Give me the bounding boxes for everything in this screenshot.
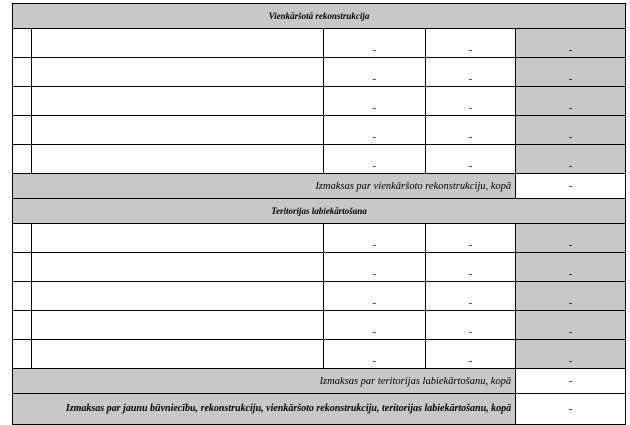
- table-row: [13, 58, 626, 87]
- total-cell: -: [516, 87, 626, 116]
- quantity-cell[interactable]: -: [323, 282, 425, 311]
- description-cell[interactable]: [32, 29, 324, 58]
- grand-total-label: Izmaksas par jaunu būvniecību, rekonstrukciju, vienkāršoto rekonstrukciju, teritorijas labiekārtošanu, kopā: [13, 394, 516, 425]
- unit-price-cell[interactable]: -: [425, 282, 516, 311]
- unit-price-cell[interactable]: -: [425, 58, 516, 87]
- quantity-cell[interactable]: -: [323, 116, 425, 145]
- grand-total-row: [13, 394, 626, 425]
- row-number-cell[interactable]: [13, 58, 32, 87]
- quantity-cell[interactable]: -: [323, 340, 425, 369]
- description-cell[interactable]: [32, 145, 324, 174]
- total-cell: -: [516, 116, 626, 145]
- description-cell[interactable]: [32, 116, 324, 145]
- subtotal-value: -: [516, 369, 626, 394]
- section-header-row: [13, 199, 626, 224]
- section-title: Teritorijas labiekārtošana: [13, 199, 626, 224]
- total-cell: -: [516, 145, 626, 174]
- unit-price-cell[interactable]: -: [425, 87, 516, 116]
- quantity-cell[interactable]: -: [323, 253, 425, 282]
- unit-price-cell[interactable]: -: [425, 253, 516, 282]
- total-cell: -: [516, 311, 626, 340]
- table-row: [13, 253, 626, 282]
- description-cell[interactable]: [32, 224, 324, 253]
- unit-price-cell[interactable]: -: [425, 311, 516, 340]
- quantity-cell[interactable]: -: [323, 58, 425, 87]
- section-header-row: [13, 4, 626, 29]
- table-row: [13, 224, 626, 253]
- row-number-cell[interactable]: [13, 224, 32, 253]
- total-cell: -: [516, 340, 626, 369]
- unit-price-cell[interactable]: -: [425, 224, 516, 253]
- description-cell[interactable]: [32, 311, 324, 340]
- unit-price-cell[interactable]: -: [425, 145, 516, 174]
- subtotal-label: Izmaksas par vienkāršoto rekonstrukciju, kopā: [13, 174, 516, 199]
- cost-table-sheet: [12, 3, 626, 425]
- description-cell[interactable]: [32, 340, 324, 369]
- row-number-cell[interactable]: [13, 116, 32, 145]
- section-title: Vienkāršotā rekonstrukcija: [13, 4, 626, 29]
- table-row: [13, 116, 626, 145]
- unit-price-cell[interactable]: -: [425, 116, 516, 145]
- grand-total-value: -: [516, 394, 626, 425]
- row-number-cell[interactable]: [13, 29, 32, 58]
- quantity-cell[interactable]: -: [323, 87, 425, 116]
- total-cell: -: [516, 29, 626, 58]
- table-row: [13, 145, 626, 174]
- description-cell[interactable]: [32, 87, 324, 116]
- table-row: [13, 87, 626, 116]
- row-number-cell[interactable]: [13, 311, 32, 340]
- total-cell: -: [516, 282, 626, 311]
- quantity-cell[interactable]: -: [323, 311, 425, 340]
- table-row: [13, 340, 626, 369]
- total-cell: -: [516, 58, 626, 87]
- row-number-cell[interactable]: [13, 253, 32, 282]
- row-number-cell[interactable]: [13, 282, 32, 311]
- unit-price-cell[interactable]: -: [425, 340, 516, 369]
- row-number-cell[interactable]: [13, 145, 32, 174]
- table-row: [13, 311, 626, 340]
- subtotal-label: Izmaksas par teritorijas labiekārtošanu, kopā: [13, 369, 516, 394]
- quantity-cell[interactable]: -: [323, 29, 425, 58]
- quantity-cell[interactable]: -: [323, 224, 425, 253]
- table-row: [13, 282, 626, 311]
- description-cell[interactable]: [32, 58, 324, 87]
- unit-price-cell[interactable]: -: [425, 29, 516, 58]
- subtotal-row: [13, 174, 626, 199]
- row-number-cell[interactable]: [13, 87, 32, 116]
- quantity-cell[interactable]: -: [323, 145, 425, 174]
- total-cell: -: [516, 224, 626, 253]
- subtotal-row: [13, 369, 626, 394]
- subtotal-value: -: [516, 174, 626, 199]
- cost-table: [12, 3, 626, 425]
- table-row: [13, 29, 626, 58]
- description-cell[interactable]: [32, 282, 324, 311]
- description-cell[interactable]: [32, 253, 324, 282]
- total-cell: -: [516, 253, 626, 282]
- row-number-cell[interactable]: [13, 340, 32, 369]
